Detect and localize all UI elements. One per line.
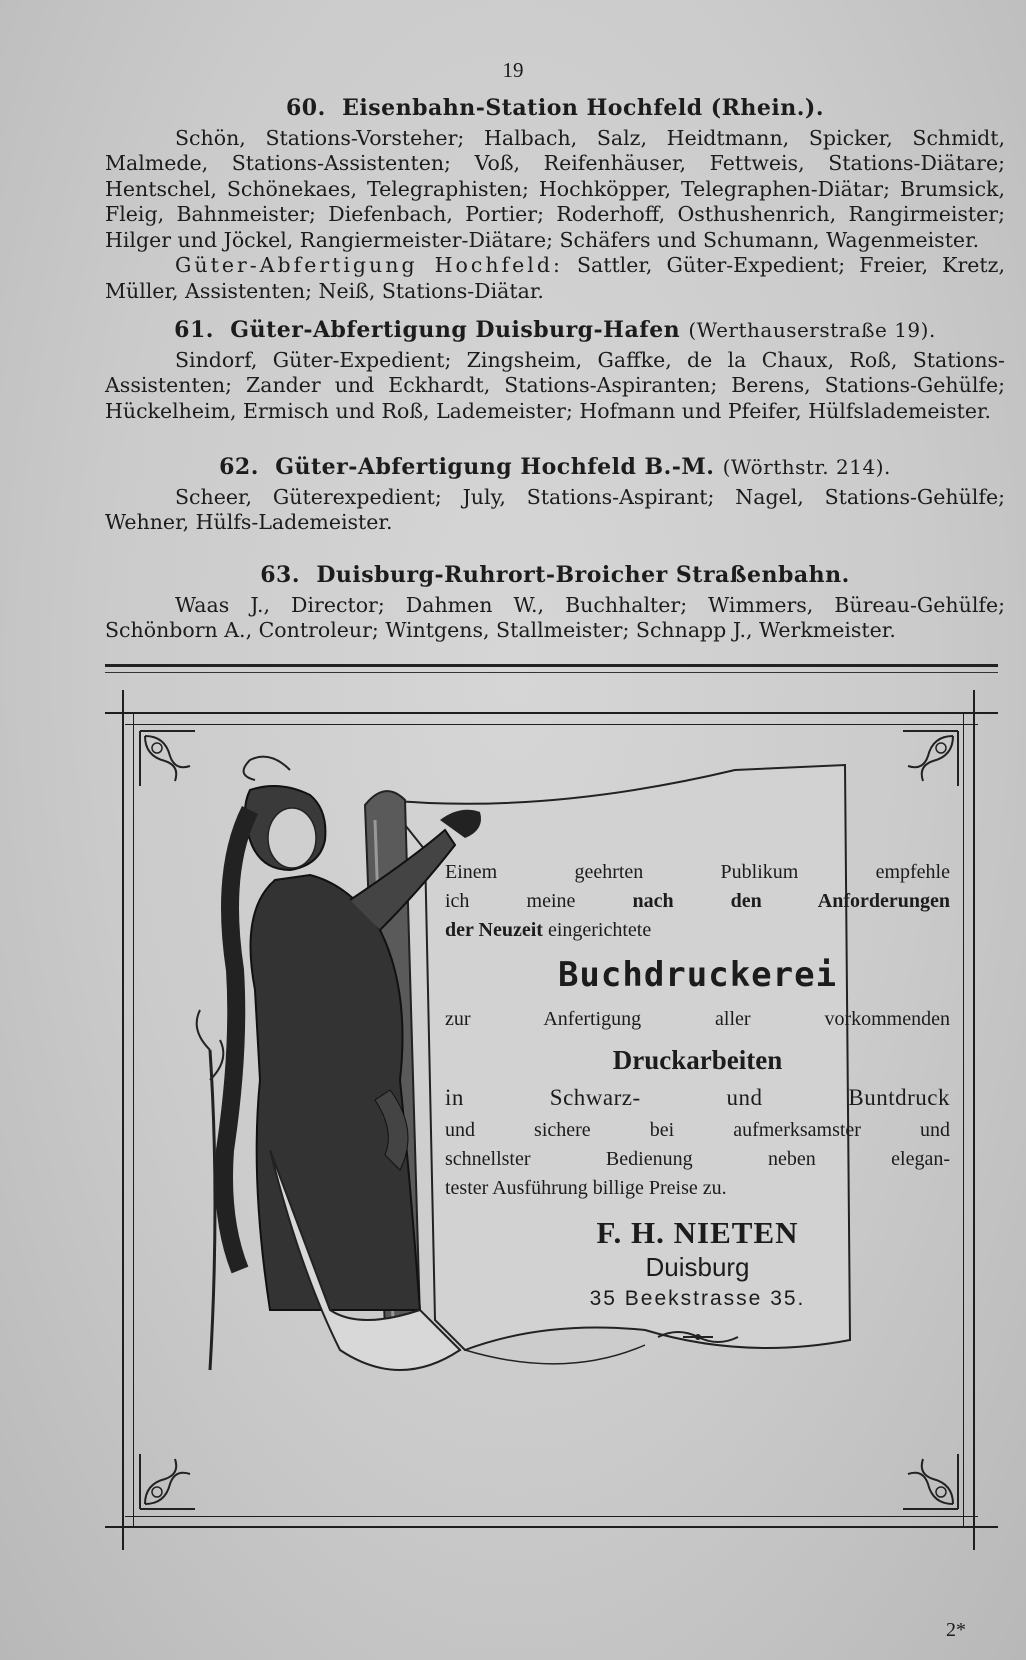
section-address: (Werthauserstraße 19). — [688, 318, 936, 342]
section-62 — [105, 455, 1005, 536]
ad-city: Duisburg — [645, 1252, 750, 1282]
ad-line — [445, 887, 950, 916]
ad-text: ich meine — [445, 890, 576, 912]
ad-frame-bottom — [105, 1526, 998, 1528]
ad-text-bold: der Neuzeit — [445, 919, 543, 941]
advertisement — [105, 690, 998, 1550]
ad-frame-right — [973, 690, 975, 1550]
ad-text-block — [445, 858, 950, 1354]
sub-text: Sattler, Güter-Expedient; Freier, Kretz, Müller, Assistenten; Neiß, Stations-Diätar. — [105, 253, 1005, 303]
ad-line: Einem geehrten Publikum empfehle — [445, 861, 950, 883]
ad-line: tester Ausführung billige Preise zu. — [445, 1177, 727, 1199]
ad-frame-top — [105, 712, 998, 714]
flourish-ornament-icon — [653, 1325, 743, 1349]
section-number: 61. — [174, 317, 214, 343]
ad-title: Buchdruckerei — [557, 955, 838, 995]
ad-line: zur Anfertigung aller vorkommenden — [445, 1008, 950, 1030]
section-paragraph: Schön, Stations-Vorsteher; Halbach, Salz, Heidtmann, Spicker, Schmidt, Malmede, Stations-Assistenten; Voß, Reifenhäuser, Fettweis, Stations-Diätare; Hentschel, Schönekaes, Telegraphisten; Hochköpper, Telegraphen-Diätar; Brumsick, Fleig, Bahnmeister; Diefenbach, Portier; Roderhoff, Osthushenrich, Rangirmeister; Hilger und Jöckel, Rangiermeister-Diätare; Schäfers und Schumann, Wagenmeister. — [105, 125, 1005, 252]
section-number: 62. — [219, 454, 259, 480]
section-paragraph: Waas J., Director; Dahmen W., Buchhalter; Wimmers, Büreau-Gehülfe; Schönborn A., Controleur; Wintgens, Stallmeister; Schnapp J., Werkmeister. — [105, 592, 1005, 642]
divider-rule — [105, 672, 998, 673]
ad-line-outline: in Schwarz- und Buntdruck — [445, 1085, 950, 1110]
section-number: 60. — [286, 95, 326, 121]
ad-firm-name: F. H. NIETEN — [596, 1215, 799, 1250]
section-heading — [105, 455, 1005, 481]
ad-frame-bottom-inner — [125, 1516, 978, 1517]
section-63 — [105, 563, 1005, 644]
section-paragraph: Sindorf, Güter-Expedient; Zingsheim, Gaffke, de la Chaux, Roß, Stations-Assistenten; Zander und Eckhardt, Stations-Aspiranten; Berens, Stations-Gehülfe; Hückelheim, Ermisch und Roß, Lademeister; Hofmann und Pfeifer, Hülfslademeister. — [105, 347, 1005, 423]
page-number: 19 — [502, 58, 524, 82]
section-heading — [105, 96, 1005, 122]
ad-line: und sichere bei aufmerksamster und — [445, 1119, 950, 1141]
section-title: Duisburg-Ruhrort-Broicher Straßenbahn. — [316, 562, 850, 588]
section-title: Güter-Abfertigung Hochfeld B.-M. — [275, 454, 715, 480]
section-subparagraph — [105, 253, 1005, 304]
section-61 — [105, 318, 1005, 424]
ad-line — [445, 916, 950, 945]
corner-ornament-icon — [135, 1444, 205, 1514]
section-number: 63. — [260, 562, 300, 588]
ad-line: schnellster Bedienung neben elegan- — [445, 1148, 950, 1170]
sub-label: Güter-Abfertigung Hochfeld: — [175, 253, 563, 277]
ad-text: eingerichtete — [547, 919, 652, 941]
ad-street: 35 Beekstrasse 35. — [589, 1287, 806, 1310]
ad-subtitle: Druckarbeiten — [612, 1045, 783, 1075]
section-address: (Wörthstr. 214). — [722, 455, 891, 479]
ad-frame-right-inner — [963, 712, 964, 1528]
ad-frame-left-inner — [133, 712, 134, 1528]
ad-text-bold: nach den Anforderungen — [632, 890, 950, 912]
section-heading — [105, 563, 1005, 589]
ad-frame-top-inner — [125, 724, 978, 725]
signature-mark: 2* — [946, 1619, 966, 1641]
section-60 — [105, 96, 1005, 304]
corner-ornament-icon — [893, 1444, 963, 1514]
divider-rule — [105, 664, 998, 667]
section-title: Eisenbahn-Station Hochfeld (Rhein.). — [342, 95, 824, 121]
section-title: Güter-Abfertigung Duisburg-Hafen — [230, 317, 681, 343]
section-paragraph: Scheer, Güterexpedient; July, Stations-Aspirant; Nagel, Stations-Gehülfe; Wehner, Hülfs-Lademeister. — [105, 484, 1005, 534]
ad-frame-left — [122, 690, 124, 1550]
section-heading — [105, 318, 1005, 344]
